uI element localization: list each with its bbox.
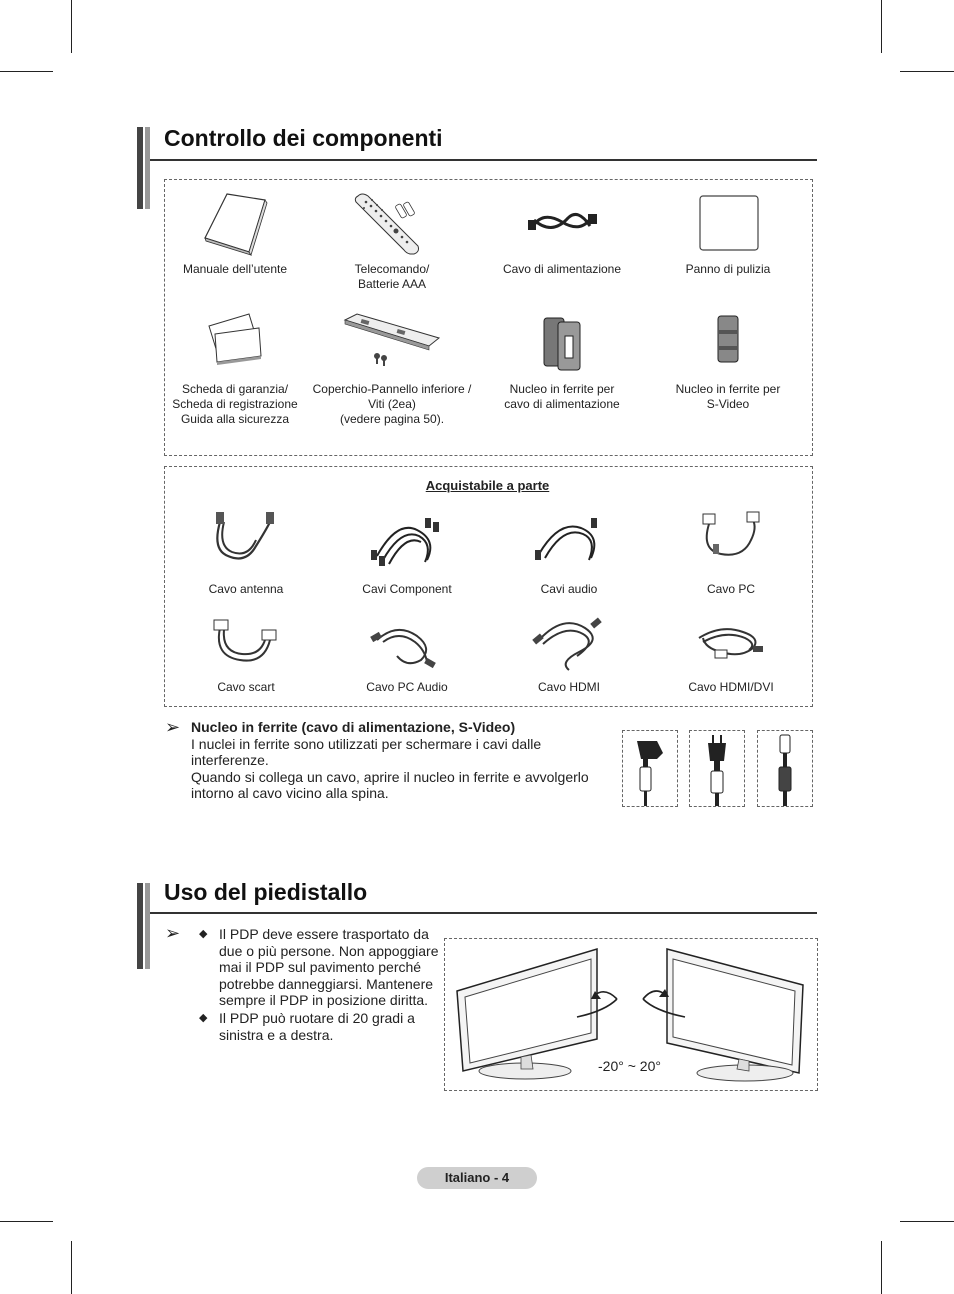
- item-label: Cavi Component: [362, 582, 452, 596]
- bullet-line: Il PDP deve essere trasportato da: [219, 926, 429, 942]
- bullet-transport: [199, 926, 444, 1009]
- item-remote: [322, 190, 462, 292]
- item-hdmi-dvi-cable: [661, 616, 801, 695]
- item-cards: [165, 310, 305, 427]
- item-hdmi-cable: [499, 616, 639, 695]
- item-pc-cable: [661, 510, 801, 597]
- item-label: Cavo HDMI/DVI: [688, 680, 774, 694]
- hdmi-cable-icon: [529, 616, 609, 672]
- item-scart-cable: [176, 616, 316, 695]
- diamond-icon: ◆: [199, 928, 208, 940]
- antenna-cable-icon: [206, 510, 286, 572]
- ferrite-core-small-icon: [688, 310, 768, 374]
- item-label: Cavo PC Audio: [366, 680, 448, 694]
- note-arrow-icon: ➢: [165, 923, 181, 943]
- crop-mark: [881, 0, 882, 53]
- item-pc-audio-cable: [337, 616, 477, 695]
- bullet-line: mai il PDP sul pavimento perché: [219, 959, 422, 975]
- note-line: Quando si collega un cavo, aprire il nucleo in ferrite e avvolgerlo: [191, 768, 589, 785]
- item-label: Scheda di garanzia/ Scheda di registrazione Guida alla sicurezza: [172, 382, 298, 426]
- cover-panel-icon: [337, 310, 447, 366]
- crop-mark: [0, 71, 53, 72]
- bullet-rotation: [199, 1010, 444, 1043]
- ferrite-plug-icon: [758, 731, 812, 806]
- section-title: Uso del piedistallo: [164, 879, 368, 905]
- item-label: Manuale dell’utente: [182, 262, 288, 276]
- item-power-cord: [492, 190, 632, 277]
- cloth-icon: [688, 190, 768, 258]
- ferrite-illustration-3: [757, 730, 813, 807]
- cards-icon: [195, 310, 275, 366]
- item-cloth: [658, 190, 798, 277]
- item-label: Cavo scart: [217, 680, 275, 694]
- ferrite-note: [191, 719, 611, 802]
- bullet-line: Il PDP può ruotare di 20 gradi a: [219, 1010, 415, 1026]
- item-label: Cavo PC: [706, 582, 756, 596]
- item-label: Telecomando/ Batterie AAA: [354, 262, 430, 291]
- note-arrow-icon: ➢: [165, 717, 181, 737]
- ferrite-illustration-1: [622, 730, 678, 807]
- stand-illustration-box: [444, 938, 818, 1091]
- bullet-line: sinistra e a destra.: [219, 1026, 334, 1043]
- crop-mark: [900, 71, 954, 72]
- ferrite-illustration-2: [689, 730, 745, 807]
- bullet-line: potrebbe danneggiarsi. Mantenere: [219, 975, 434, 992]
- bullet-line: sempre il PDP in posizione diritta.: [219, 992, 429, 1008]
- hdmi-dvi-cable-icon: [691, 616, 771, 672]
- component-cable-icon: [367, 510, 447, 572]
- manual-icon: [195, 190, 275, 258]
- pc-audio-cable-icon: [367, 616, 447, 672]
- item-manual: [165, 190, 305, 277]
- item-antenna-cable: [176, 510, 316, 597]
- item-cover-panel: [312, 310, 472, 427]
- item-label: Cavo antenna: [208, 582, 284, 596]
- note-line: intorno al cavo vicino alla spina.: [191, 785, 389, 801]
- item-component-cable: [337, 510, 477, 597]
- item-audio-cable: [499, 510, 639, 597]
- ferrite-core-icon: [522, 310, 602, 374]
- crop-mark: [881, 1241, 882, 1294]
- diamond-icon: ◆: [199, 1012, 208, 1024]
- crop-mark: [900, 1221, 954, 1222]
- item-label: Coperchio-Pannello inferiore / Viti (2ea) (vedere pagina 50).: [312, 382, 472, 426]
- crop-mark: [71, 1241, 72, 1294]
- item-label: Nucleo in ferrite per S-Video: [675, 382, 781, 411]
- power-cord-icon: [522, 190, 602, 258]
- optional-title: Acquistabile a parte: [425, 478, 550, 493]
- ferrite-plug-icon: [690, 731, 744, 806]
- ferrite-plug-icon: [623, 731, 677, 806]
- crop-mark: [0, 1221, 53, 1222]
- pc-cable-icon: [691, 510, 771, 572]
- item-ferrite-power: [492, 310, 632, 412]
- crop-mark: [71, 0, 72, 53]
- bullet-line: due o più persone. Non appoggiare: [219, 942, 439, 959]
- remote-icon: [352, 190, 432, 258]
- note-line: interferenze.: [191, 752, 269, 768]
- item-label: Cavo HDMI: [537, 680, 600, 694]
- item-label: Nucleo in ferrite per cavo di alimentazione: [504, 382, 620, 411]
- angle-label: -20° ~ 20°: [598, 1058, 661, 1074]
- item-label: Cavi audio: [540, 582, 598, 596]
- note-line: I nuclei in ferrite sono utilizzati per schermare i cavi dalle: [191, 735, 542, 752]
- section-title: Controllo dei componenti: [164, 125, 443, 151]
- item-ferrite-svideo: [658, 310, 798, 412]
- item-label: Cavo di alimentazione: [502, 262, 622, 276]
- note-title: Nucleo in ferrite (cavo di alimentazione, S-Video): [191, 719, 516, 735]
- audio-cable-icon: [529, 510, 609, 572]
- page-number-badge: Italiano - 4: [417, 1167, 537, 1189]
- scart-cable-icon: [206, 616, 286, 672]
- item-label: Panno di pulizia: [685, 262, 771, 276]
